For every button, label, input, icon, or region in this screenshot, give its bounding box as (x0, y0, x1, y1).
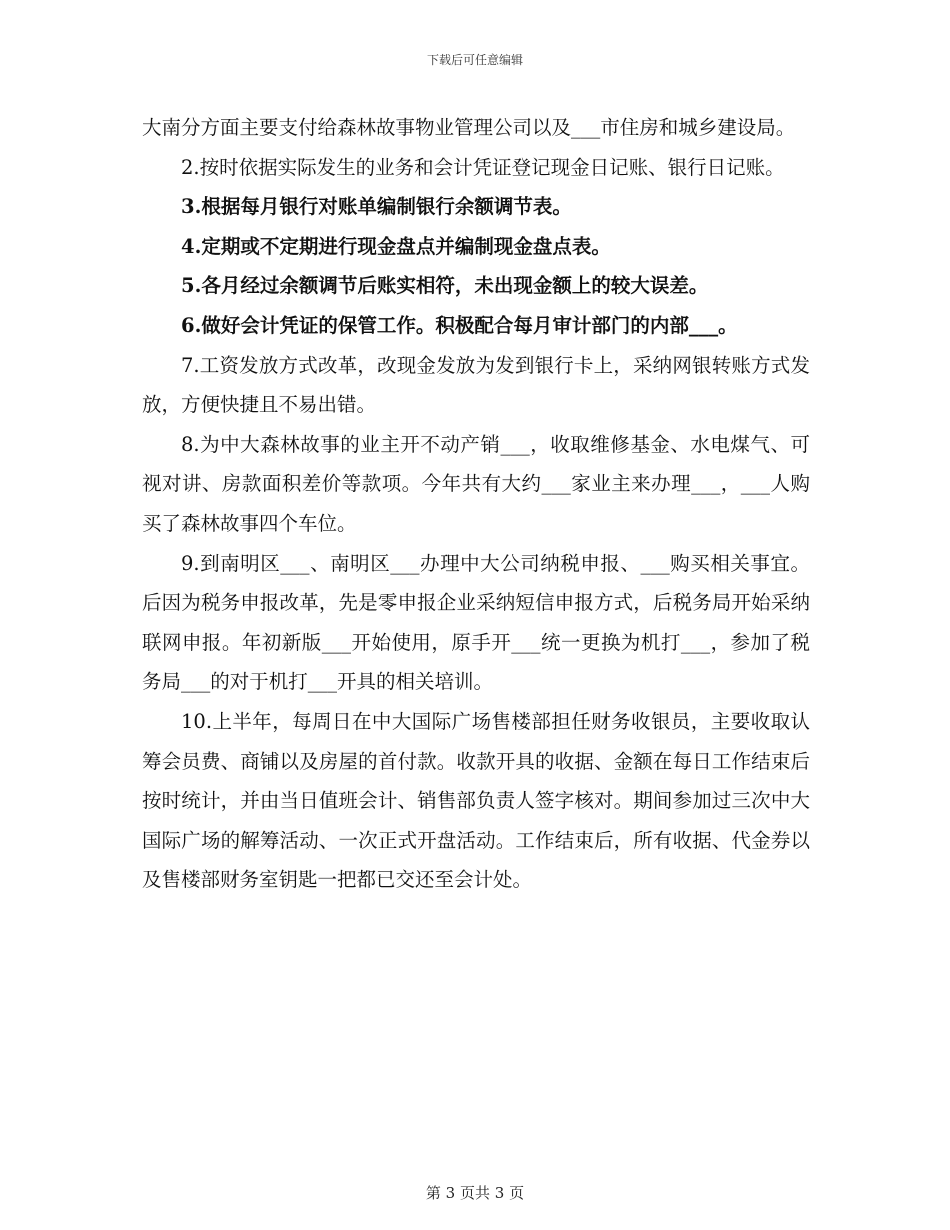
paragraph-item-2: 2.按时依据实际发生的业务和会计凭证登记现金日记账、银行日记账。 (181, 155, 785, 179)
paragraph-item-7: 7.工资发放方式改革，改现金发放为发到银行卡上，采纳网银转账方式发放，方便快捷且不易出错。 (142, 353, 810, 417)
paragraph-item-10: 10.上半年，每周日在中大国际广场售楼部担任财务收银员，主要收取认筹会员费、商铺以及房屋的首付款。收款开具的收据、金额在每日工作结束后按时统计，并由当日值班会计、销售部负责人签字核对。期间参加过三次中大国际广场的解筹活动、一次正式开盘活动。工作结束后，所有收据、代金券以及售楼部财务室钥匙一把都已交还至会计处。 (142, 709, 810, 892)
paragraph-item-4: 4.定期或不定期进行现金盘点并编制现金盘点表。 (181, 234, 611, 258)
document-body (142, 108, 810, 900)
paragraph-item-8: 8.为中大森林故事的业主开不动产销___，收取维修基金、水电煤气、可视对讲、房款面积差价等款项。今年共有大约___家业主来办理___，___人购买了森林故事四个车位。 (142, 432, 810, 535)
paragraph-item-5: 5.各月经过余额调节后账实相符，未出现金额上的较大误差。 (181, 274, 709, 298)
paragraph-continuation: 大南分方面主要支付给森林故事物业管理公司以及___市住房和城乡建设局。 (142, 116, 796, 139)
paragraph-item-3: 3.根据每月银行对账单编制银行余额调节表。 (181, 195, 572, 219)
paragraph-item-9: 9.到南明区___、南明区___办理中大公司纳税申报、___购买相关事宜。后因为税务申报改革，先是零申报企业采纳短信申报方式，后税务局开始采纳联网申报。年初新版___开始使用，原手开___统一更换为机打___，参加了税务局___的对于机打___开具的相关培训。 (142, 551, 810, 694)
page-footer: 第 3 页共 3 页 (425, 1184, 525, 1202)
page-header: 下载后可任意编辑 (426, 53, 523, 67)
paragraph-item-6: 6.做好会计凭证的保管工作。积极配合每月审计部门的内部___。 (181, 313, 738, 337)
